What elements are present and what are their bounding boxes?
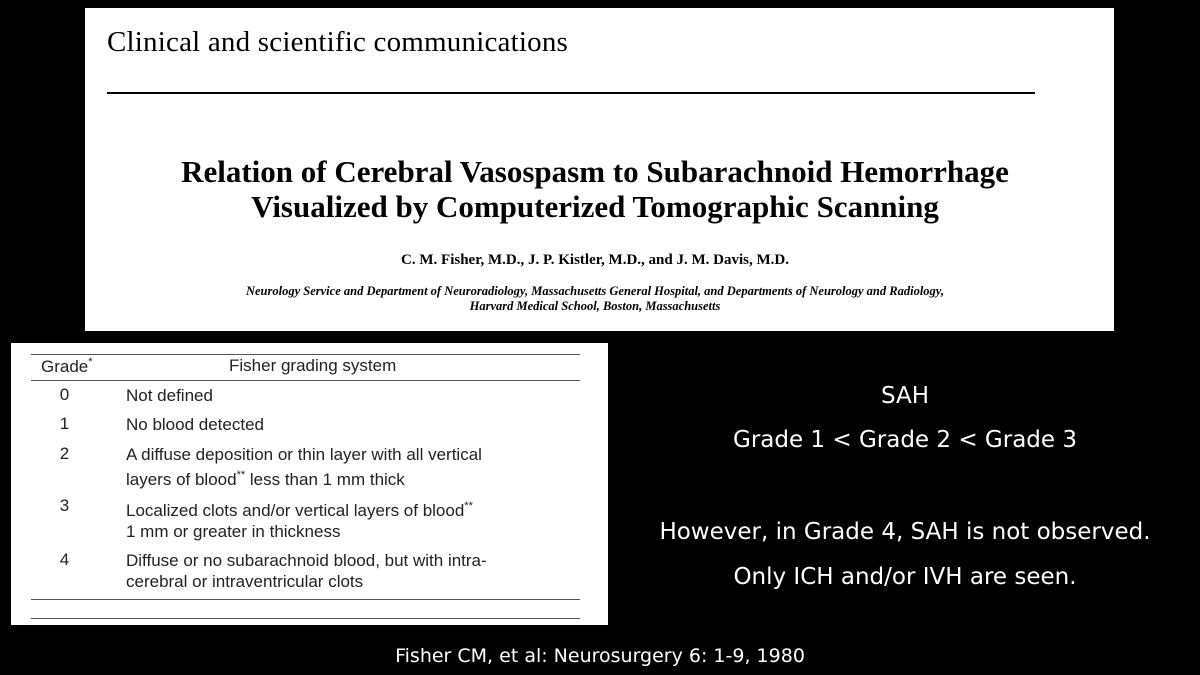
- description-cell: A diffuse deposition or thin layer with all vertical layers of blood** less than 1 mm thick: [126, 445, 482, 489]
- paper-title-line1: Relation of Cerebral Vasospasm to Subarachnoid Hemorrhage: [181, 154, 1009, 189]
- paper-title: [85, 154, 1105, 224]
- affiliation-line2: Harvard Medical School, Boston, Massachusetts: [469, 299, 721, 313]
- note-ich-ivh: Only ICH and/or IVH are seen.: [733, 564, 1077, 590]
- grade-cell: 1: [59, 414, 70, 433]
- grade-cell: 2: [59, 444, 70, 463]
- paper-authors: C. M. Fisher, M.D., J. P. Kistler, M.D., and J. M. Davis, M.D.: [401, 252, 789, 268]
- heading-divider: [107, 92, 1035, 94]
- grade-cell: 4: [59, 550, 70, 569]
- paper-title-line2: Visualized by Computerized Tomographic Scanning: [251, 189, 939, 224]
- affiliation-line1: Neurology Service and Department of Neuroradiology, Massachusetts General Hospital, and Departments of Neurology and Radiology,: [245, 284, 945, 298]
- description-cell: Localized clots and/or vertical layers of blood** 1 mm or greater in thickness: [126, 500, 473, 541]
- header-description: Fisher grading system: [229, 356, 397, 375]
- header-grade: Grade*: [41, 356, 93, 376]
- fisher-grading-table: [11, 343, 608, 625]
- description-cell: No blood detected: [126, 415, 264, 434]
- table-top-rule: [31, 354, 580, 355]
- description-cell: Not defined: [126, 386, 213, 405]
- grade-cell: 0: [59, 385, 70, 404]
- table-bottom-rule: [31, 599, 580, 600]
- note-sah: SAH: [880, 383, 930, 409]
- table-header-rule: [31, 380, 580, 381]
- section-heading: Clinical and scientific communications: [107, 26, 569, 58]
- paper-affiliation: [85, 284, 1105, 314]
- grade-cell: 3: [59, 496, 70, 515]
- note-grade4: However, in Grade 4, SAH is not observed.: [659, 519, 1151, 545]
- citation: Fisher CM, et al: Neurosurgery 6: 1-9, 1980: [395, 645, 805, 667]
- table-footer-rule: [31, 618, 580, 619]
- note-grade-order: Grade 1 < Grade 2 < Grade 3: [733, 427, 1077, 453]
- description-cell: Diffuse or no subarachnoid blood, but with intra- cerebral or intraventricular clots: [126, 551, 487, 591]
- paper-excerpt: [85, 8, 1114, 331]
